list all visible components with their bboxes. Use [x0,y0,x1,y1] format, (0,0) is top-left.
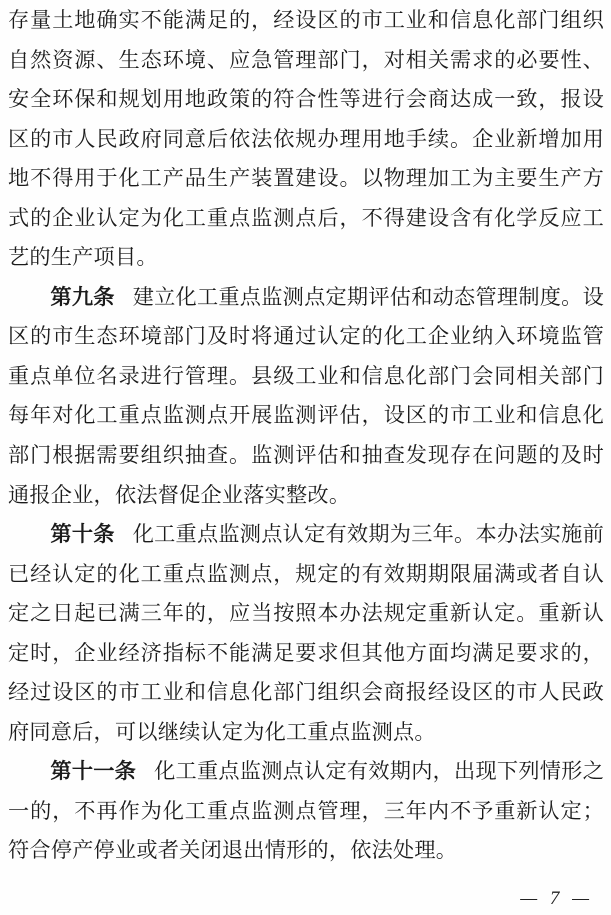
article-9-number: 第九条 [50,285,115,309]
paragraph-text: 化工重点监测点认定有效期为三年。本办法实施前已经认定的化工重点监测点，规定的有效期期限届满或者自认定之日起已满三年的，应当按照本办法规定重新认定。重新认定时，企业经济指标不能满足要求但其他方面均满足要求的，经过设区的市工业和信息化部门组织会商报经设区的市人民政府同意后，可以继续认定为化工重点监测点。 [8,522,604,744]
paragraph-text: 化工重点监测点认定有效期内，出现下列情形之一的，不再作为化工重点监测点管理，三年内不予重新认定；符合停产停业或者关闭退出情形的，依法处理。 [8,759,604,863]
article-10-number: 第十条 [50,523,115,547]
paragraph-text: 建立化工重点监测点定期评估和动态管理制度。设区的市生态环境部门及时将通过认定的化工企业纳入环境监管重点单位名录进行管理。县级工业和信息化部门会同相关部门每年对化工重点监测点开展监测评估，设区的市工业和信息化部门根据需要组织抽查。监测评估和抽查发现存在问题的及时通报企业，依法督促企业落实整改。 [8,284,604,507]
article-10-paragraph [8,515,604,752]
paragraph-text: 存量土地确实不能满足的，经设区的市工业和信息化部门组织自然资源、生态环境、应急管理部门，对相关需求的必要性、安全环保和规划用地政策的符合性等进行会商达成一致，报设区的市人民政府同意后依法依规办理用地手续。企业新增加用地不得用于化工产品生产装置建设。以物理加工为主要生产方式的企业认定为化工重点监测点后，不得建设含有化学反应工艺的生产项目。 [8,8,604,270]
article-9-paragraph [8,278,604,515]
article-11-paragraph [8,752,604,871]
article-11-number: 第十一条 [50,760,137,784]
page-number: — 7 — [520,888,593,909]
paragraph-continuation [8,1,604,278]
